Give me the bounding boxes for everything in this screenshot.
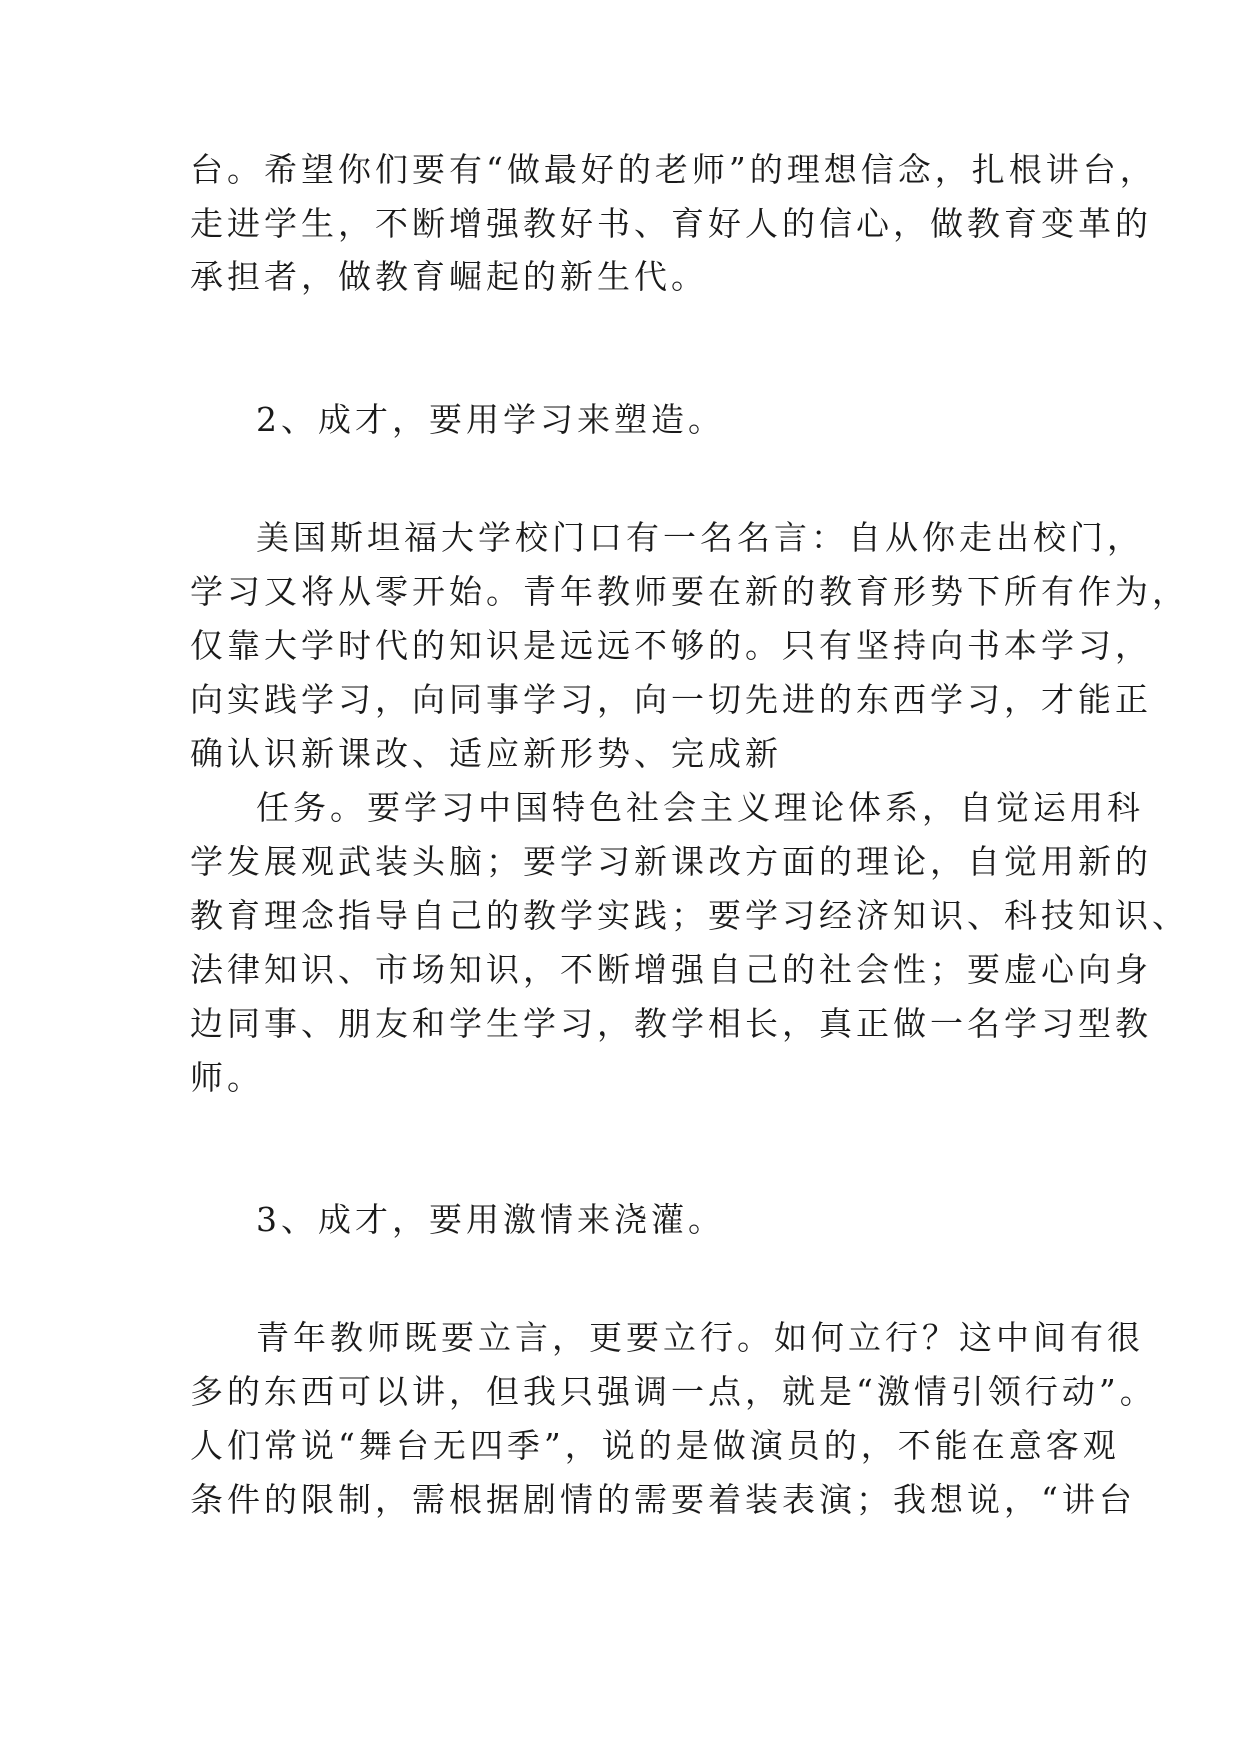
paragraph-line: 向实践学习，向同事学习，向一切先进的东西学习，才能正 [190, 680, 1152, 719]
paragraph-line: 边同事、朋友和学生学习，教学相长，真正做一名学习型教 [190, 1004, 1152, 1043]
paragraph-line: 美国斯坦福大学校门口有一名名言：自从你走出校门， [256, 518, 1144, 557]
paragraph-line: 确认识新课改、适应新形势、完成新 [190, 734, 782, 773]
section-heading-3: 3、成才，要用激情来浇灌。 [256, 1200, 725, 1239]
paragraph-line: 承担者，做教育崛起的新生代。 [190, 257, 708, 296]
paragraph-line: 学习又将从零开始。青年教师要在新的教育形势下所有作为， [190, 572, 1189, 611]
paragraph-line: 师。 [190, 1058, 264, 1097]
paragraph-line: 学发展观武装头脑；要学习新课改方面的理论，自觉用新的 [190, 842, 1152, 881]
paragraph-line: 任务。要学习中国特色社会主义理论体系，自觉运用科 [256, 788, 1144, 827]
paragraph-line: 走进学生，不断增强教好书、育好人的信心，做教育变革的 [190, 204, 1152, 243]
paragraph-line: 教育理念指导自己的教学实践；要学习经济知识、科技知识、 [190, 896, 1189, 935]
paragraph-line: 青年教师既要立言，更要立行。如何立行？这中间有很 [256, 1318, 1144, 1357]
paragraph-line: 法律知识、市场知识，不断增强自己的社会性；要虚心向身 [190, 950, 1152, 989]
paragraph-line: 人们常说“舞台无四季”，说的是做演员的，不能在意客观 [190, 1426, 1120, 1465]
paragraph-line: 台。希望你们要有“做最好的老师”的理想信念，扎根讲台， [190, 150, 1157, 189]
paragraph-line: 多的东西可以讲，但我只强调一点，就是“激情引领行动”。 [190, 1372, 1157, 1411]
paragraph-line: 仅靠大学时代的知识是远远不够的。只有坚持向书本学习， [190, 626, 1152, 665]
section-heading-2: 2、成才，要用学习来塑造。 [256, 400, 725, 439]
paragraph-line: 条件的限制，需根据剧情的需要着装表演；我想说，“讲台 [190, 1480, 1136, 1519]
